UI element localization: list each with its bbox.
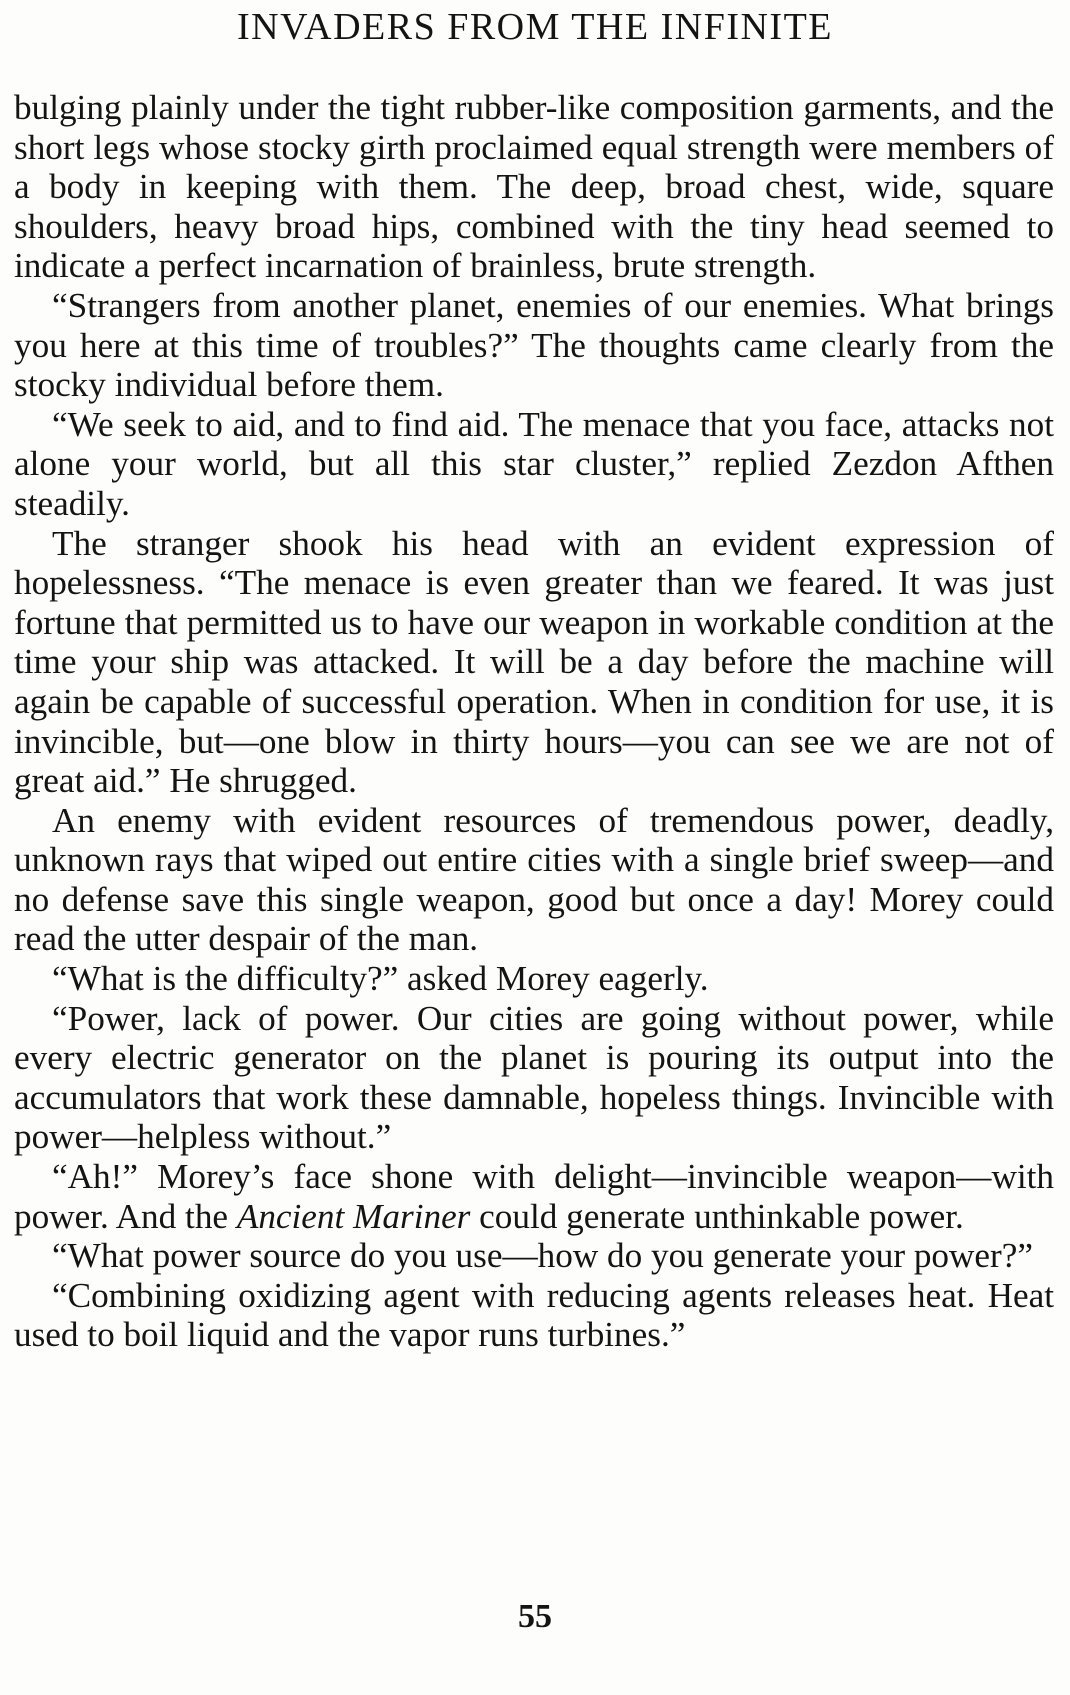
paragraph: The stranger shook his head with an evident expression of hopelessness. “The menace is even greater than we feared. It was just fortune that permitted us to have our weapon in workable condition at the time your ship was attacked. It will be a day before the machine will again be capable of successful operation. When in condition for use, it is invincible, but—one blow in thirty hours—you can see we are not of great aid.” He shrugged. bbox=[14, 523, 1054, 801]
paragraph bbox=[14, 1157, 1054, 1236]
paragraph: “What is the difficulty?” asked Morey eagerly. bbox=[52, 959, 709, 999]
paragraph: “Combining oxidizing agent with reducing agents releases heat. Heat used to boil liquid and the vapor runs turbines.” bbox=[14, 1275, 1054, 1355]
paragraph: “What power source do you use—how do you generate your power?” bbox=[52, 1236, 1034, 1276]
paragraph-text: could generate unthinkable power. bbox=[470, 1196, 964, 1236]
paragraph: An enemy with evident resources of tremendous power, deadly, unknown rays that wiped out entire cities with a single brief sweep—and no defense save this single weapon, good but once a day! Morey could read the utter despair of the man. bbox=[14, 800, 1054, 959]
running-header: INVADERS FROM THE INFINITE bbox=[236, 6, 833, 48]
page-number: 55 bbox=[518, 1598, 552, 1635]
paragraph: “We seek to aid, and to find aid. The menace that you face, attacks not alone your world, but all this star cluster,” replied Zezdon Afthen steadily. bbox=[14, 404, 1054, 523]
ship-name: Ancient Mariner bbox=[236, 1196, 471, 1236]
paragraph-text: “Ah!” Morey’s face shone with delight—invincible weapon—with power. And the bbox=[14, 1157, 1054, 1236]
body-text bbox=[14, 88, 1054, 1355]
paragraph: bulging plainly under the tight rubber-like composition garments, and the short legs whose stocky girth proclaimed equal strength were members of a body in keeping with them. The deep, broad chest, wide, square shoulders, heavy broad hips, combined with the tiny head seemed to indicate a perfect incarnation of brainless, brute strength. bbox=[14, 88, 1054, 286]
paragraph: “Strangers from another planet, enemies of our enemies. What brings you here at this time of troubles?” The thoughts came clearly from the stocky individual before them. bbox=[14, 285, 1054, 405]
paragraph: “Power, lack of power. Our cities are going without power, while every electric generator on the planet is pouring its output into the accumulators that work these damnable, hopeless things. Invincible with power—helpless without.” bbox=[14, 998, 1054, 1157]
